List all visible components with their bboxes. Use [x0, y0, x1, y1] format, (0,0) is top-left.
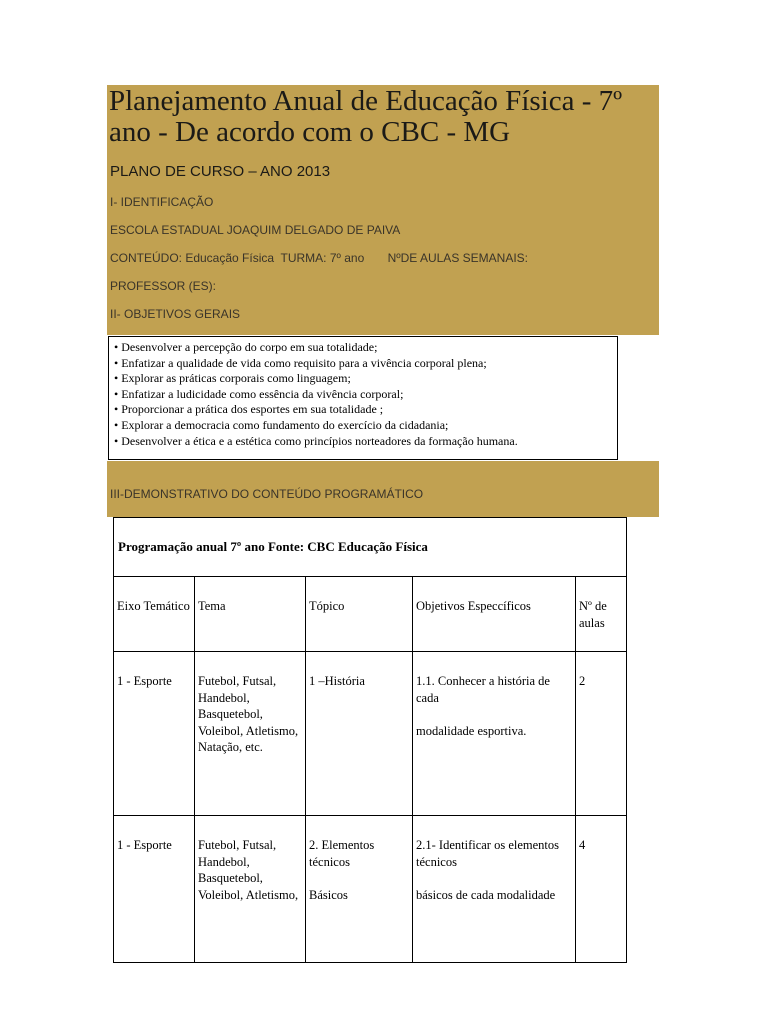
cell-topico — [306, 816, 413, 963]
cell-aulas: 4 — [576, 816, 627, 963]
plan-label: PLANO DE CURSO – ANO 2013 — [110, 163, 331, 180]
objective-item: • Explorar a democracia como fundamento do exercício da cidadania; — [114, 417, 449, 432]
cell-tema: Futebol, Futsal, Handebol, Basquetebol, Voleibol, Atletismo, Natação, etc. — [195, 652, 306, 816]
table-row — [114, 816, 627, 963]
cell-objetivo-line: 2.1- Identificar os elementos técnicos — [416, 838, 560, 869]
cell-topico-text: Básicos — [309, 888, 348, 902]
section-objectives: II- OBJETIVOS GERAIS — [110, 307, 241, 321]
cell-tema: Futebol, Futsal, Handebol, Basquetebol, Voleibol, Atletismo, — [195, 816, 306, 963]
document-title: Planejamento Anual de Educação Física - 7º ano - De acordo com o CBC - MG — [109, 85, 623, 148]
content-line: CONTEÚDO: Educação Física TURMA: 7º ano NºDE AULAS SEMANAIS: — [110, 251, 529, 265]
col-header-eixo: Eixo Temático — [114, 577, 195, 652]
cell-aulas: 2 — [576, 652, 627, 816]
cell-topico-text: 2. Elementos técnicos — [309, 838, 375, 869]
table-header-row — [114, 577, 627, 652]
section-content-program: III-DEMONSTRATIVO DO CONTEÚDO PROGRAMÁTICO — [110, 487, 424, 501]
section-identification: I- IDENTIFICAÇÃO — [110, 195, 214, 209]
col-header-topico: Tópico — [306, 577, 413, 652]
objective-item: • Enfatizar a ludicidade como essência da vivência corporal; — [114, 386, 404, 401]
cell-objetivo-line: modalidade esportiva. — [416, 724, 527, 738]
col-header-aulas: Nº de aulas — [576, 577, 627, 652]
cell-objetivos — [413, 816, 576, 963]
col-header-objetivos: Objetivos Especcíficos — [413, 577, 576, 652]
objective-item: • Explorar as práticas corporais como linguagem; — [114, 371, 351, 386]
program-table — [113, 517, 627, 963]
cell-eixo: 1 - Esporte — [114, 652, 195, 816]
objective-item: • Desenvolver a ética e a estética como princípios norteadores da formação humana. — [114, 433, 518, 448]
table-row — [114, 652, 627, 816]
cell-topico — [306, 652, 413, 816]
school-name: ESCOLA ESTADUAL JOAQUIM DELGADO DE PAIVA — [110, 223, 401, 237]
objective-item: • Desenvolver a percepção do corpo em sua totalidade; — [114, 340, 378, 354]
objective-item: • Proporcionar a prática dos esportes em sua totalidade ; — [114, 402, 384, 417]
objective-item: • Enfatizar a qualidade de vida como requisito para a vivência corporal plena; — [114, 355, 487, 370]
col-header-tema: Tema — [195, 577, 306, 652]
cell-objetivo-line: 1.1. Conhecer a história de cada — [416, 674, 550, 705]
teacher-line: PROFESSOR (ES): — [110, 279, 217, 293]
table-caption: Programação anual 7º ano Fonte: CBC Educação Física — [114, 518, 627, 577]
cell-objetivo-line: básicos de cada modalidade — [416, 888, 556, 902]
cell-objetivos — [413, 652, 576, 816]
cell-topico-text: 1 –História — [309, 674, 365, 688]
objectives-box — [108, 336, 618, 460]
cell-eixo: 1 - Esporte — [114, 816, 195, 963]
